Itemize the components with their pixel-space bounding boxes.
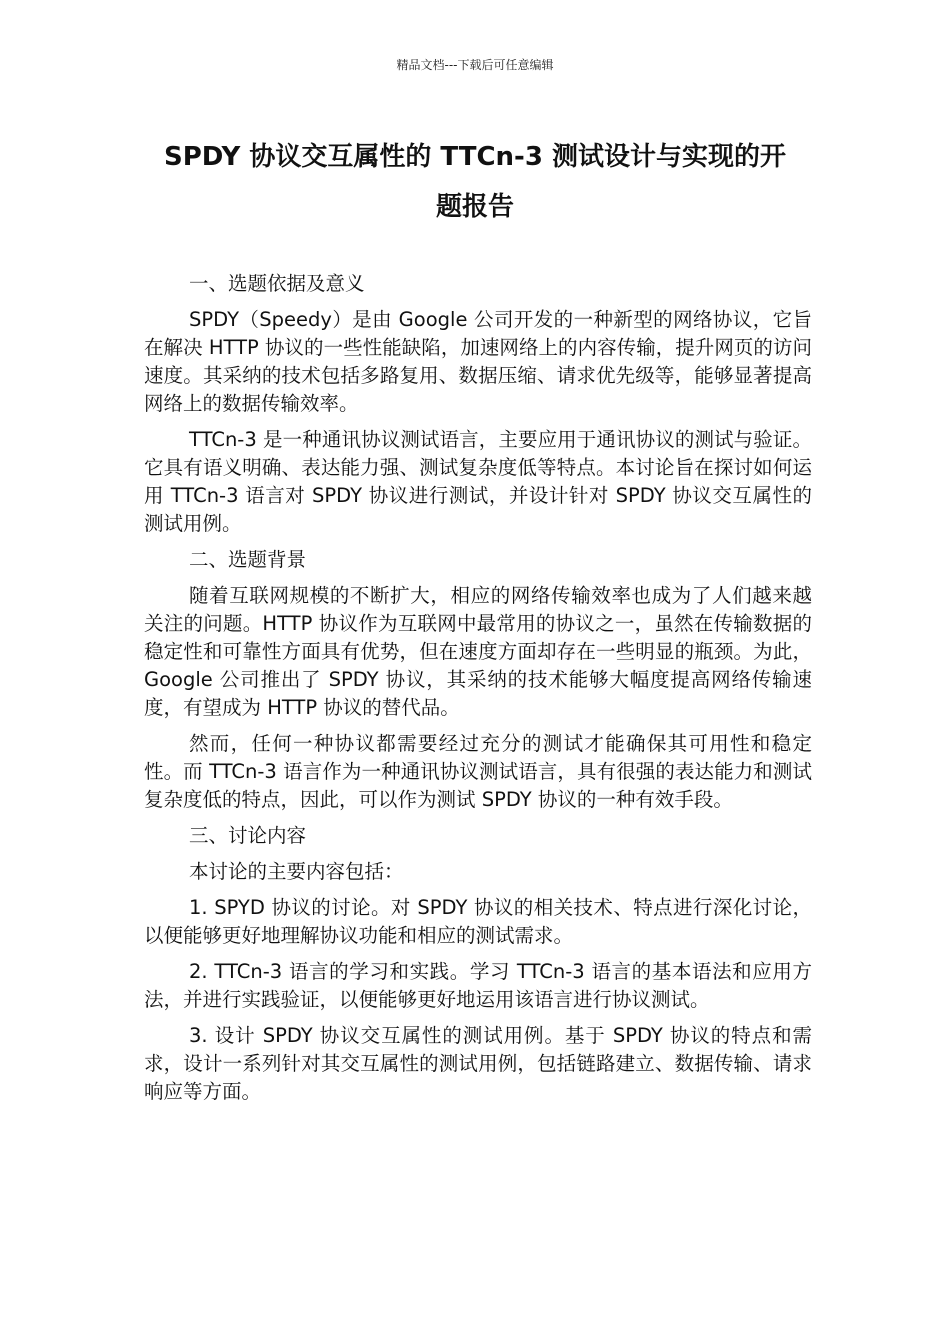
paragraph-background-1: 随着互联网规模的不断扩大，相应的网络传输效率也成为了人们越来越关注的问题。HTTP 协议作为互联网中最常用的协议之一，虽然在传输数据的稳定性和可靠性方面具有优势，但在速度方面却存在一些明显的瓶颈。为此，Google 公司推出了 SPDY 协议，其采纳的技术能够大幅度提高网络传输速度，有望成为 HTTP 协议的替代品。	[144, 584, 812, 719]
list-item-1: 1. SPYD 协议的讨论。对 SPDY 协议的相关技术、特点进行深化讨论，以便能够更好地理解协议功能和相应的测试需求。	[144, 896, 812, 947]
paragraph-background-2: 然而，任何一种协议都需要经过充分的测试才能确保其可用性和稳定性。而 TTCn-3 语言作为一种通讯协议测试语言，具有很强的表达能力和测试复杂度低的特点，因此，可以作为测试 SPDY 协议的一种有效手段。	[144, 732, 812, 811]
paragraph-spdy-intro: SPDY（Speedy）是由 Google 公司开发的一种新型的网络协议，它旨在解决 HTTP 协议的一些性能缺陷，加速网络上的内容传输，提升网页的访问速度。其采纳的技术包括多路复用、数据压缩、请求优先级等，能够显著提高网络上的数据传输效率。	[144, 308, 812, 415]
document-title	[140, 132, 810, 232]
paragraph-content-intro: 本讨论的主要内容包括：	[189, 860, 404, 883]
list-item-2: 2. TTCn-3 语言的学习和实践。学习 TTCn-3 语言的基本语法和应用方法，并进行实践验证，以便能够更好地运用该语言进行协议测试。	[144, 960, 812, 1011]
section-heading-1: 一、选题依据及意义	[189, 272, 365, 295]
title-line-2: 题报告	[435, 192, 514, 222]
title-line-1: SPDY 协议交互属性的 TTCn-3 测试设计与实现的开	[164, 142, 786, 172]
list-item-3: 3. 设计 SPDY 协议交互属性的测试用例。基于 SPDY 协议的特点和需求，设计一系列针对其交互属性的测试用例，包括链路建立、数据传输、请求响应等方面。	[144, 1024, 812, 1103]
section-heading-3: 三、讨论内容	[189, 824, 307, 847]
document-body	[144, 270, 812, 1114]
paragraph-ttcn3-intro: TTCn-3 是一种通讯协议测试语言，主要应用于通讯协议的测试与验证。它具有语义明确、表达能力强、测试复杂度低等特点。本讨论旨在探讨如何运用 TTCn-3 语言对 SPDY 协议进行测试，并设计针对 SPDY 协议交互属性的测试用例。	[144, 428, 812, 535]
header-note: 精品文档---下载后可任意编辑	[396, 58, 554, 72]
section-heading-2: 二、选题背景	[189, 548, 307, 571]
